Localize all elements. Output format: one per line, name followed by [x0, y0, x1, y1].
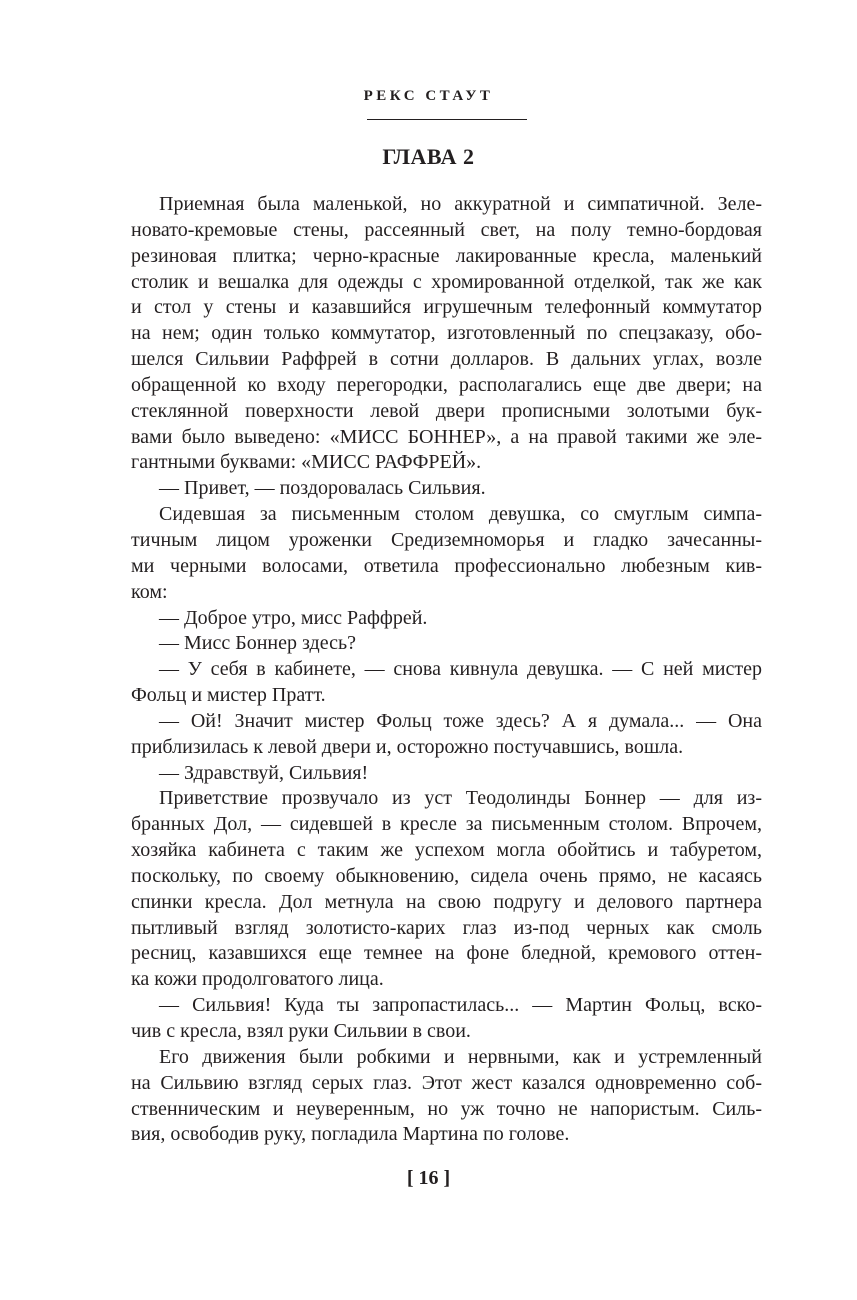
text-line: резиновая плитка; черно-красные лакированные кресла, маленький: [131, 244, 762, 267]
text-line: ми черными волосами, ответила профессионально любезным кив-: [131, 554, 762, 577]
text-line: — Доброе утро, мисс Раффрей.: [159, 606, 428, 629]
text-line: — У себя в кабинете, — снова кивнула девушка. — С ней мистер: [159, 658, 762, 681]
text-line: чив с кресла, взял руки Сильвии в свои.: [131, 1020, 471, 1042]
body-text: [131, 192, 762, 1148]
chapter-title: ГЛАВА 2: [382, 144, 475, 169]
text-line: ресниц, казавшихся еще темнее на фоне бледной, кремового оттен-: [131, 942, 762, 965]
text-line: на Сильвию взгляд серых глаз. Этот жест казался одновременно соб-: [131, 1071, 762, 1094]
text-line: ственническим и неуверенным, но уж точно не напористым. Силь-: [131, 1097, 762, 1120]
text-line: — Здравствуй, Сильвия!: [159, 761, 369, 784]
text-line: на нем; один только коммутатор, изготовленный по спецзаказу, обо-: [131, 322, 762, 345]
text-line: — Привет, — поздоровалась Сильвия.: [159, 477, 486, 500]
text-line: шелся Сильвии Раффрей в сотни долларов. В дальних углах, возле: [131, 348, 762, 371]
text-line: столик и вешалка для одежды с хромированной отделкой, так же как: [131, 270, 762, 293]
text-line: вия, освободив руку, погладила Мартина по голове.: [131, 1123, 570, 1146]
header-rule: [367, 119, 527, 120]
text-line: тичным лицом уроженки Средиземноморья и гладко зачесанны-: [131, 528, 762, 551]
text-line: — Сильвия! Куда ты запропастилась... — Мартин Фольц, вско-: [159, 994, 762, 1017]
text-line: — Мисс Боннер здесь?: [159, 632, 356, 655]
text-line: Приветствие прозвучало из уст Теодолинды Боннер — для из-: [159, 787, 762, 810]
text-line: Фольц и мистер Пратт.: [131, 684, 326, 707]
page-number: [ 16 ]: [406, 1167, 451, 1189]
text-line: спинки кресла. Дол метнула на свою подругу и делового партнера: [131, 890, 762, 913]
text-line: приблизилась к левой двери и, осторожно постучавшись, вошла.: [131, 735, 684, 758]
text-line: пытливый взгляд золотисто-карих глаз из-под черных как смоль: [131, 916, 762, 939]
text-line: стеклянной поверхности левой двери прописными золотыми бук-: [131, 399, 762, 422]
text-line: новато-кремовые стены, рассеянный свет, на полу темно-бордовая: [131, 218, 762, 241]
running-head: РЕКС СТАУТ: [363, 88, 494, 104]
text-line: бранных Дол, — сидевшей в кресле за письменным столом. Впрочем,: [131, 813, 762, 836]
text-line: гантными буквами: «МИСС РАФФРЕЙ».: [131, 451, 482, 474]
text-line: и стол у стены и казавшийся игрушечным телефонный коммутатор: [131, 296, 762, 319]
text-line: поскольку, по своему обыкновению, сидела очень прямо, не касаясь: [131, 864, 762, 887]
text-line: Приемная была маленькой, но аккуратной и симпатичной. Зеле-: [159, 193, 762, 215]
text-line: Сидевшая за письменным столом девушка, со смуглым симпа-: [159, 503, 762, 526]
text-line: Его движения были робкими и нервными, как и устремленный: [159, 1045, 762, 1068]
text-line: ком:: [131, 580, 168, 603]
text-line: — Ой! Значит мистер Фольц тоже здесь? А я думала... — Она: [159, 709, 762, 732]
text-line: вами было выведено: «МИСС БОННЕР», а на правой такими же эле-: [131, 425, 762, 448]
text-line: ка кожи продолговатого лица.: [131, 968, 384, 991]
text-line: обращенной ко входу перегородки, располагались еще две двери; на: [131, 373, 762, 396]
text-line: хозяйка кабинета с таким же успехом могла обойтись и табуретом,: [131, 839, 762, 862]
